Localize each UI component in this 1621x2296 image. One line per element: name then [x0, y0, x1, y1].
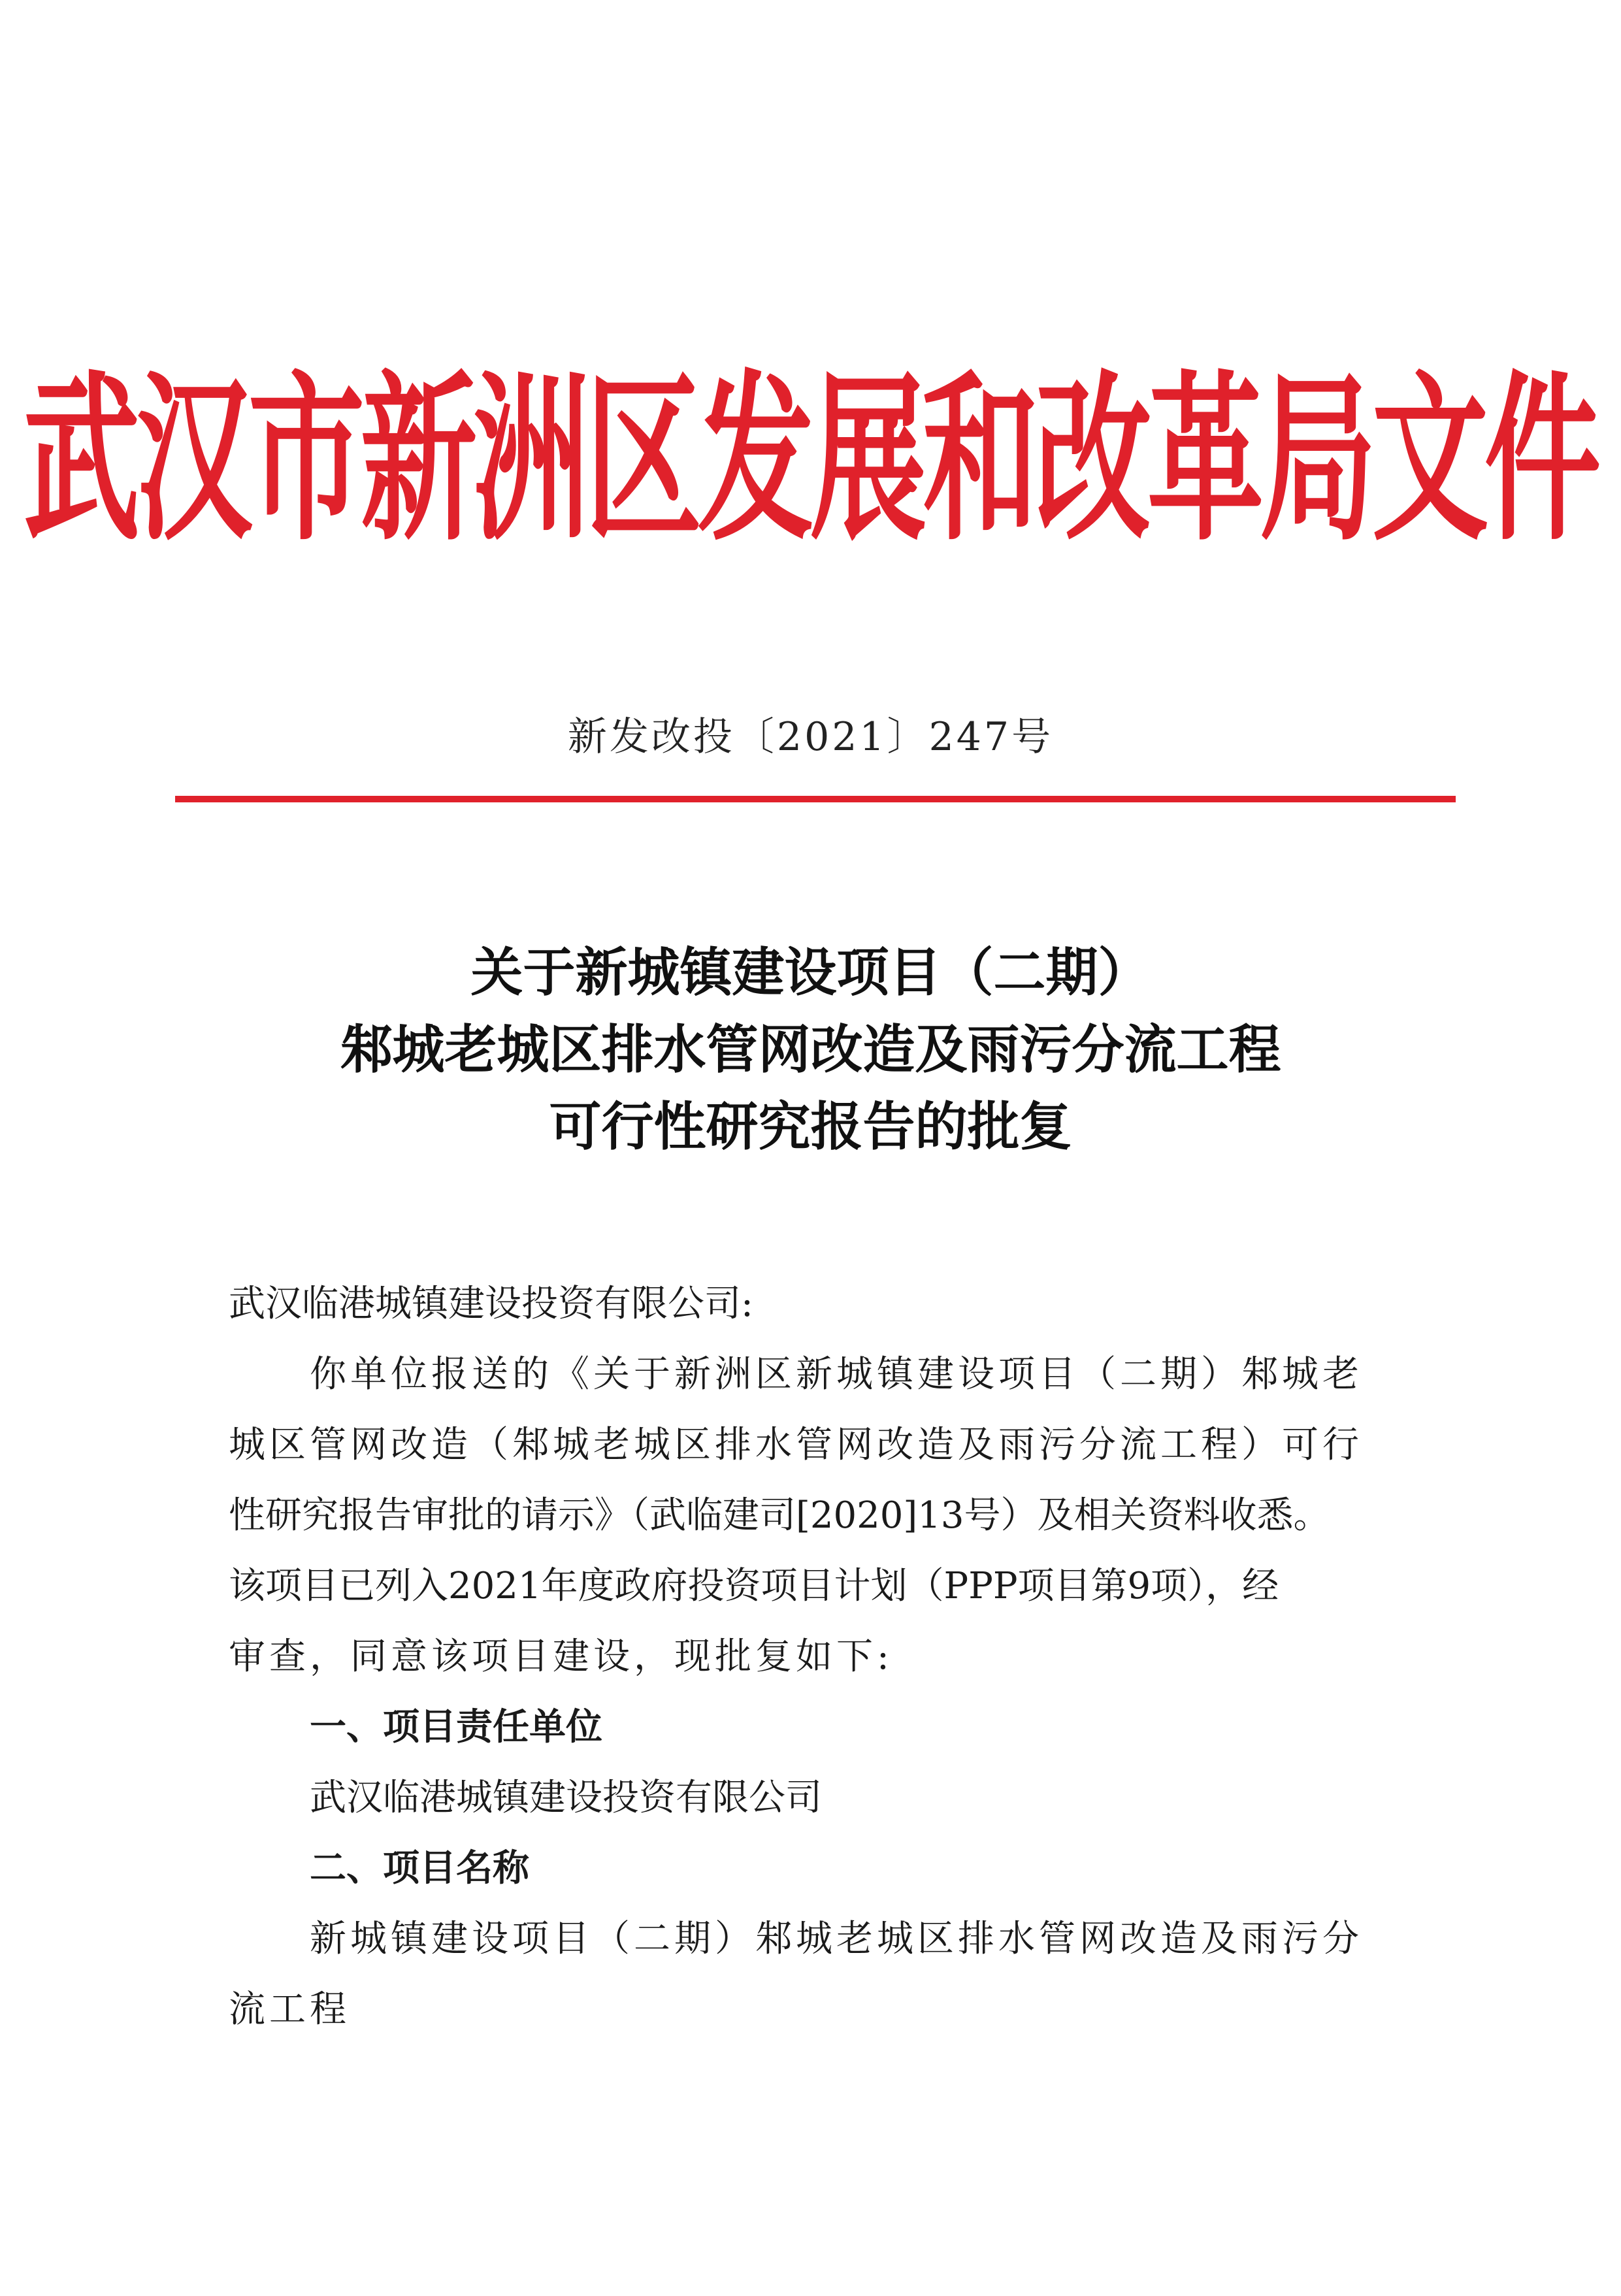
paragraph-1-line-5: 审查，同意该项目建设，现批复如下: [229, 1635, 893, 1678]
section-1-heading: 一、项目责任单位 [310, 1706, 602, 1748]
recipient: 武汉临港城镇建设投资有限公司: [229, 1283, 753, 1325]
masthead-title: 武汉市新洲区发展和改革局文件 [24, 355, 1597, 565]
title-line-2: 邾城老城区排水管网改造及雨污分流工程 [340, 1019, 1281, 1080]
paragraph-1-line-3: 性研究报告审批的请示》（武临建司[2020]13号）及相关资料收悉。 [229, 1494, 1330, 1537]
paragraph-1-line-1: 你单位报送的《关于新洲区新城镇建设项目（二期）邾城老 [310, 1353, 1363, 1396]
document-number: 新发改投〔2021〕247号 [567, 714, 1054, 760]
red-divider [175, 796, 1456, 802]
paragraph-1-line-4: 该项目已列入2021年度政府投资项目计划（PPP项目第9项），经 [229, 1565, 1279, 1607]
section-2-content-line-1: 新城镇建设项目（二期）邾城老城区排水管网改造及雨污分 [310, 1918, 1363, 1960]
document-title [0, 934, 1621, 1166]
section-2-heading: 二、项目名称 [310, 1847, 529, 1890]
section-2-content-line-2: 流工程 [229, 1988, 350, 2031]
paragraph-1-line-2: 城区管网改造（邾城老城区排水管网改造及雨污分流工程）可行 [229, 1424, 1363, 1466]
title-line-1: 关于新城镇建设项目（二期） [470, 942, 1151, 1003]
document-body [229, 1269, 1392, 2045]
section-1-content: 武汉临港城镇建设投资有限公司 [310, 1777, 822, 1819]
title-line-3: 可行性研究报告的批复 [549, 1096, 1072, 1157]
